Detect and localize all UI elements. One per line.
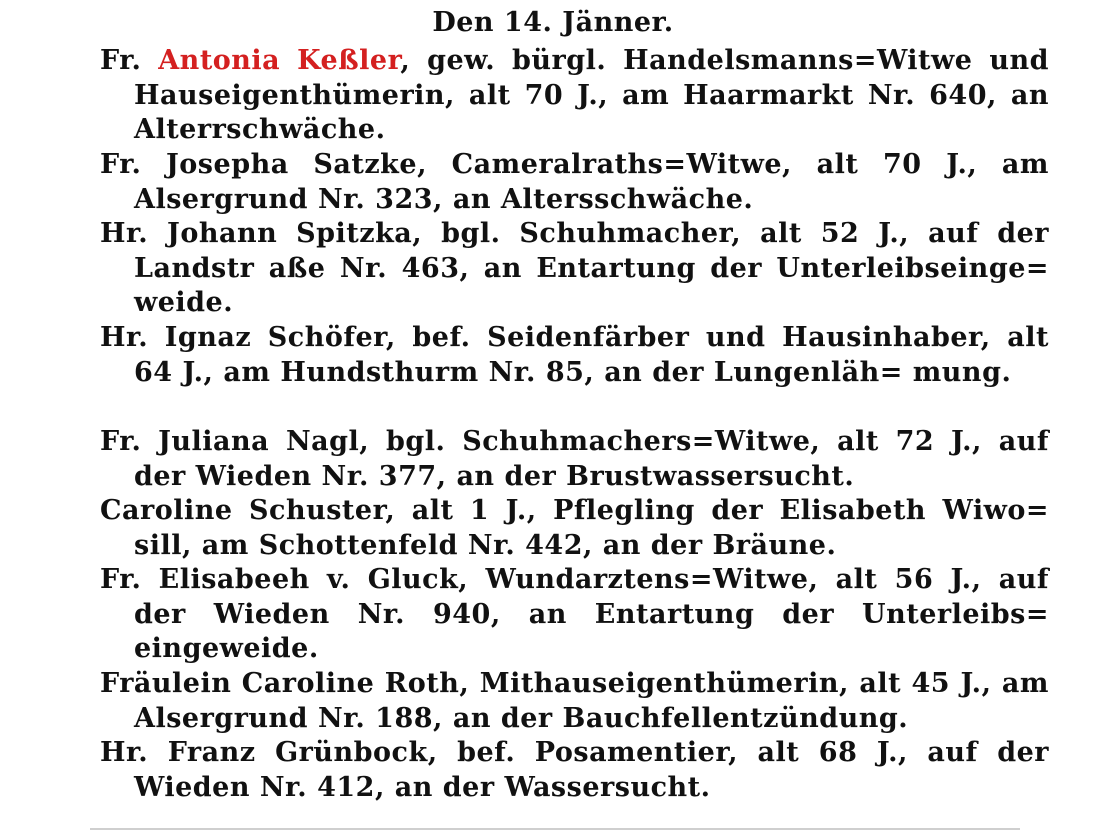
entry-7: Fr. Elisabeeh v. Gluck, Wundarztens=Witwe, alt 56 J., auf der Wieden Nr. 940, an Entartung der Unterleibs= eingeweide. xyxy=(100,564,1049,664)
entry-3: Hr. Johann Spitzka, bgl. Schuhmacher, alt 52 J., auf der Landstr aße Nr. 463, an Entartung der Unterleibseinge= weide. xyxy=(100,218,1049,318)
entry-4: Hr. Ignaz Schöfer, bef. Seidenfärber und Hausinhaber, alt 64 J., am Hundsthurm Nr. 85, an der Lungenläh= mung. xyxy=(100,322,1049,388)
entry-9: Hr. Franz Grünbock, bef. Posamentier, alt 68 J., auf der Wieden Nr. 412, an der Wassersucht. xyxy=(100,737,1049,803)
entry-1-prefix: Fr. xyxy=(100,45,159,76)
entry-1-text: , gew. bürgl. Handelsmanns=Witwe und Hauseigenthümerin, alt 70 J., am Haarmarkt Nr. 640, an Alterrschwäche. xyxy=(134,45,1049,145)
entry-2: Fr. Josepha Satzke, Cameralraths=Witwe, alt 70 J., am Alsergrund Nr. 323, an Altersschwäche. xyxy=(100,149,1049,215)
bottom-divider xyxy=(90,828,1020,830)
entry-8: Fräulein Caroline Roth, Mithauseigenthümerin, alt 45 J., am Alsergrund Nr. 188, an der Bauchfellentzündung. xyxy=(100,668,1049,734)
entry-1 xyxy=(100,44,1049,148)
entry-5: Fr. Juliana Nagl, bgl. Schuhmachers=Witwe, alt 72 J., auf der Wieden Nr. 377, an der Brustwassersucht. xyxy=(100,426,1049,492)
date-heading: Den 14. Jänner. xyxy=(432,7,674,38)
entry-6: Caroline Schuster, alt 1 J., Pflegling der Elisabeth Wiwo= sill, am Schottenfeld Nr. 442, an der Bräune. xyxy=(100,495,1049,561)
highlighted-name: Antonia Keßler xyxy=(158,45,401,76)
